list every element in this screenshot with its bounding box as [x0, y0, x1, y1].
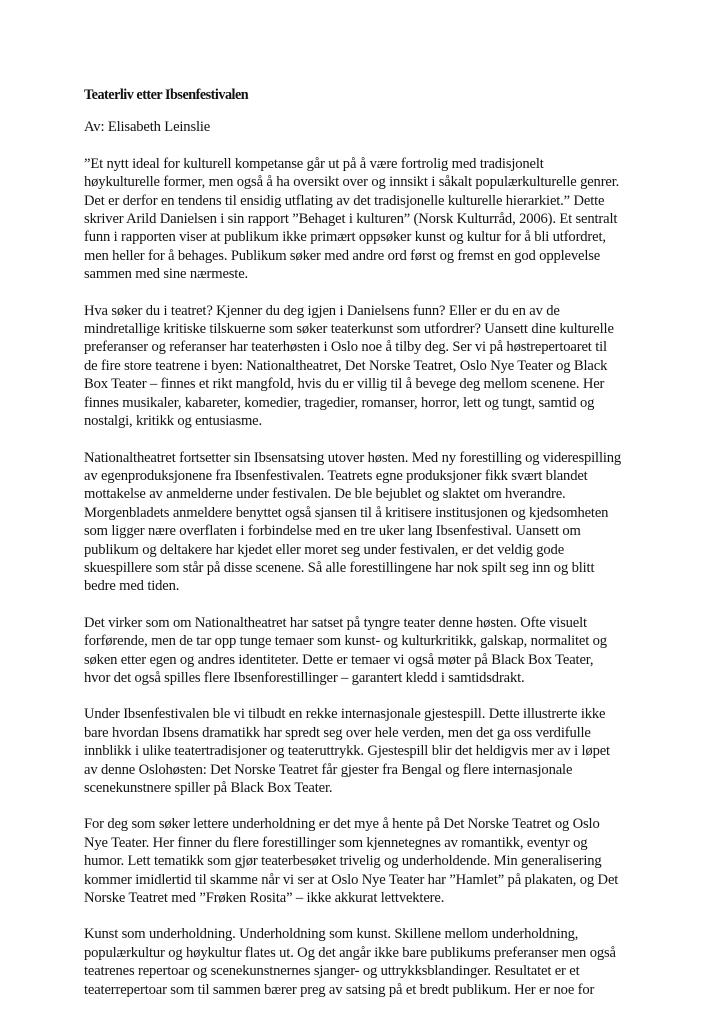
text-line: For deg som søker lettere underholdning er det mye å hente på Det Norske Teatret og Oslo	[84, 816, 600, 833]
text-line: hvor det også spilles flere Ibsenforestillinger – garantert kledd i samtidsdrakt.	[84, 669, 525, 686]
text-line: høykulturelle former, men også å ha oversikt over og innsikt i såkalt populærkulturelle genrer.	[84, 174, 620, 191]
text-line: Kunst som underholdning. Underholdning som kunst. Skillene mellom underholdning,	[84, 926, 579, 943]
text-line: Nye Teater. Her finner du flere forestillinger som kjennetegnes av romantikk, eventyr og	[84, 834, 588, 851]
paragraph-list	[84, 155, 644, 999]
text-line: Nationaltheatret fortsetter sin Ibsensatsing utover høsten. Med ny forestilling og viderespilling	[84, 449, 622, 466]
paragraph	[84, 705, 644, 797]
text-line: Box Teater – finnes et rikt mangfold, hvis du er villig til å bevege deg mellom scenene. Her	[84, 376, 605, 393]
paragraph	[84, 449, 644, 596]
text-line: bare hvordan Ibsens dramatikk har spredt seg over hele verden, men det ga oss verdifulle	[84, 724, 591, 741]
text-line: teatrenes repertoar og scenekunstnernes sjanger- og uttrykksblandinger. Resultatet er et	[84, 963, 580, 980]
text-line: Det virker som om Nationaltheatret har satset på tyngre teater denne høsten. Ofte visuelt	[84, 614, 587, 631]
text-line: Morgenbladets anmeldere benyttet også sjansen til å kritisere institusjonen og kjedsomheten	[84, 504, 609, 521]
text-line: men heller for å behages. Publikum søker med andre ord først og fremst en god opplevelse	[84, 247, 601, 264]
text-line: bedre med tiden.	[84, 578, 180, 595]
text-line: sammen med sine nærmeste.	[84, 266, 249, 283]
text-line: som ligger nære overflaten i forbindelse med en tre uker lang Ibsenfestival. Uansett om	[84, 523, 581, 540]
article-body	[84, 86, 644, 1017]
text-line: Under Ibsenfestivalen ble vi tilbudt en rekke internasjonale gjestespill. Dette illustrerte ikke	[84, 706, 606, 723]
text-line: finnes musikaler, kabareter, komedier, tragedier, romanser, horror, lett og tungt, samtid og	[84, 394, 595, 411]
text-line: ”Et nytt ideal for kulturell kompetanse går ut på å være fortrolig med tradisjonelt	[84, 155, 544, 172]
text-line: av denne Oslohøsten: Det Norske Teatret får gjester fra Bengal og flere internasjonale	[84, 761, 573, 778]
text-line: scenekunstnere spiller på Black Box Teater.	[84, 780, 333, 796]
text-line: kommer imidlertid til skamme når vi ser at Oslo Nye Teater har ”Hamlet” på plakaten, og Det	[84, 871, 619, 888]
text-line: populærkultur og høykultur flates ut. Og det angår ikke bare publikums preferanser men også	[84, 944, 616, 961]
paragraph	[84, 925, 644, 999]
paragraph	[84, 815, 644, 907]
text-line: Det er derfor en tendens til ensidig utflating av det tradisjonelle kulturelle hierarkiet.” Dette	[84, 192, 605, 209]
text-line: teaterrepertoar som til sammen bærer preg av satsing på et bredt publikum. Her er noe for	[84, 981, 595, 998]
text-line: av egenproduksjonene fra Ibsenfestivalen. Teatrets egne produksjoner fikk svært blandet	[84, 467, 588, 484]
text-line: nostalgi, kritikk og entusiasme.	[84, 413, 263, 430]
text-line: skuespillere som står på disse scenene. Så alle forestillingene har nok spilt seg inn og blitt	[84, 559, 595, 576]
author-byline: Av: Elisabeth Leinslie	[84, 119, 211, 136]
text-line: forførende, men de tar opp tunge temaer som kunst- og kulturkritikk, galskap, normalitet og	[84, 633, 607, 650]
paragraph	[84, 155, 644, 284]
text-line: de fire store teatrene i byen: Nationaltheatret, Det Norske Teatret, Oslo Nye Teater og Black	[84, 357, 608, 374]
text-line: skriver Arild Danielsen i sin rapport ”Behaget i kulturen” (Norsk Kulturråd, 2006). Et sentralt	[84, 211, 618, 228]
text-line: søken etter egen og andres identiteter. Dette er temaer vi også møter på Black Box Teater,	[84, 651, 594, 668]
text-line: mindretallige kritiske tilskuerne som søker teaterkunst som utfordrer? Uansett dine kulturelle	[84, 321, 614, 338]
article-title: Teaterliv etter Ibsenfestivalen	[84, 87, 249, 103]
text-line: preferanser og referanser har teaterhøsten i Oslo noe å tilby deg. Ser vi på høstrepertoaret til	[84, 339, 607, 356]
text-line: Norske Teatret med ”Frøken Rosita” – ikke akkurat lettvektere.	[84, 890, 445, 907]
text-line: humor. Lett tematikk som gjør teaterbesøket trivelig og underholdende. Min generalisering	[84, 853, 602, 870]
text-line: innblikk i ulike teatertradisjoner og teateruttrykk. Gjestespill blir det heldigvis mer av i løpet	[84, 743, 610, 760]
text-line: funn i rapporten viser at publikum ikke primært oppsøker kunst og kultur for å bli utfordret,	[84, 229, 606, 246]
text-line: mottakelse av anmelderne under festivalen. De ble bejublet og slaktet om hverandre.	[84, 486, 566, 503]
paragraph	[84, 614, 644, 688]
paragraph	[84, 302, 644, 431]
text-line: publikum og deltakere har kjedet eller moret seg under festivalen, er det veldig gode	[84, 541, 565, 558]
text-line: Hva søker du i teatret? Kjenner du deg igjen i Danielsens funn? Eller er du en av de	[84, 302, 560, 319]
